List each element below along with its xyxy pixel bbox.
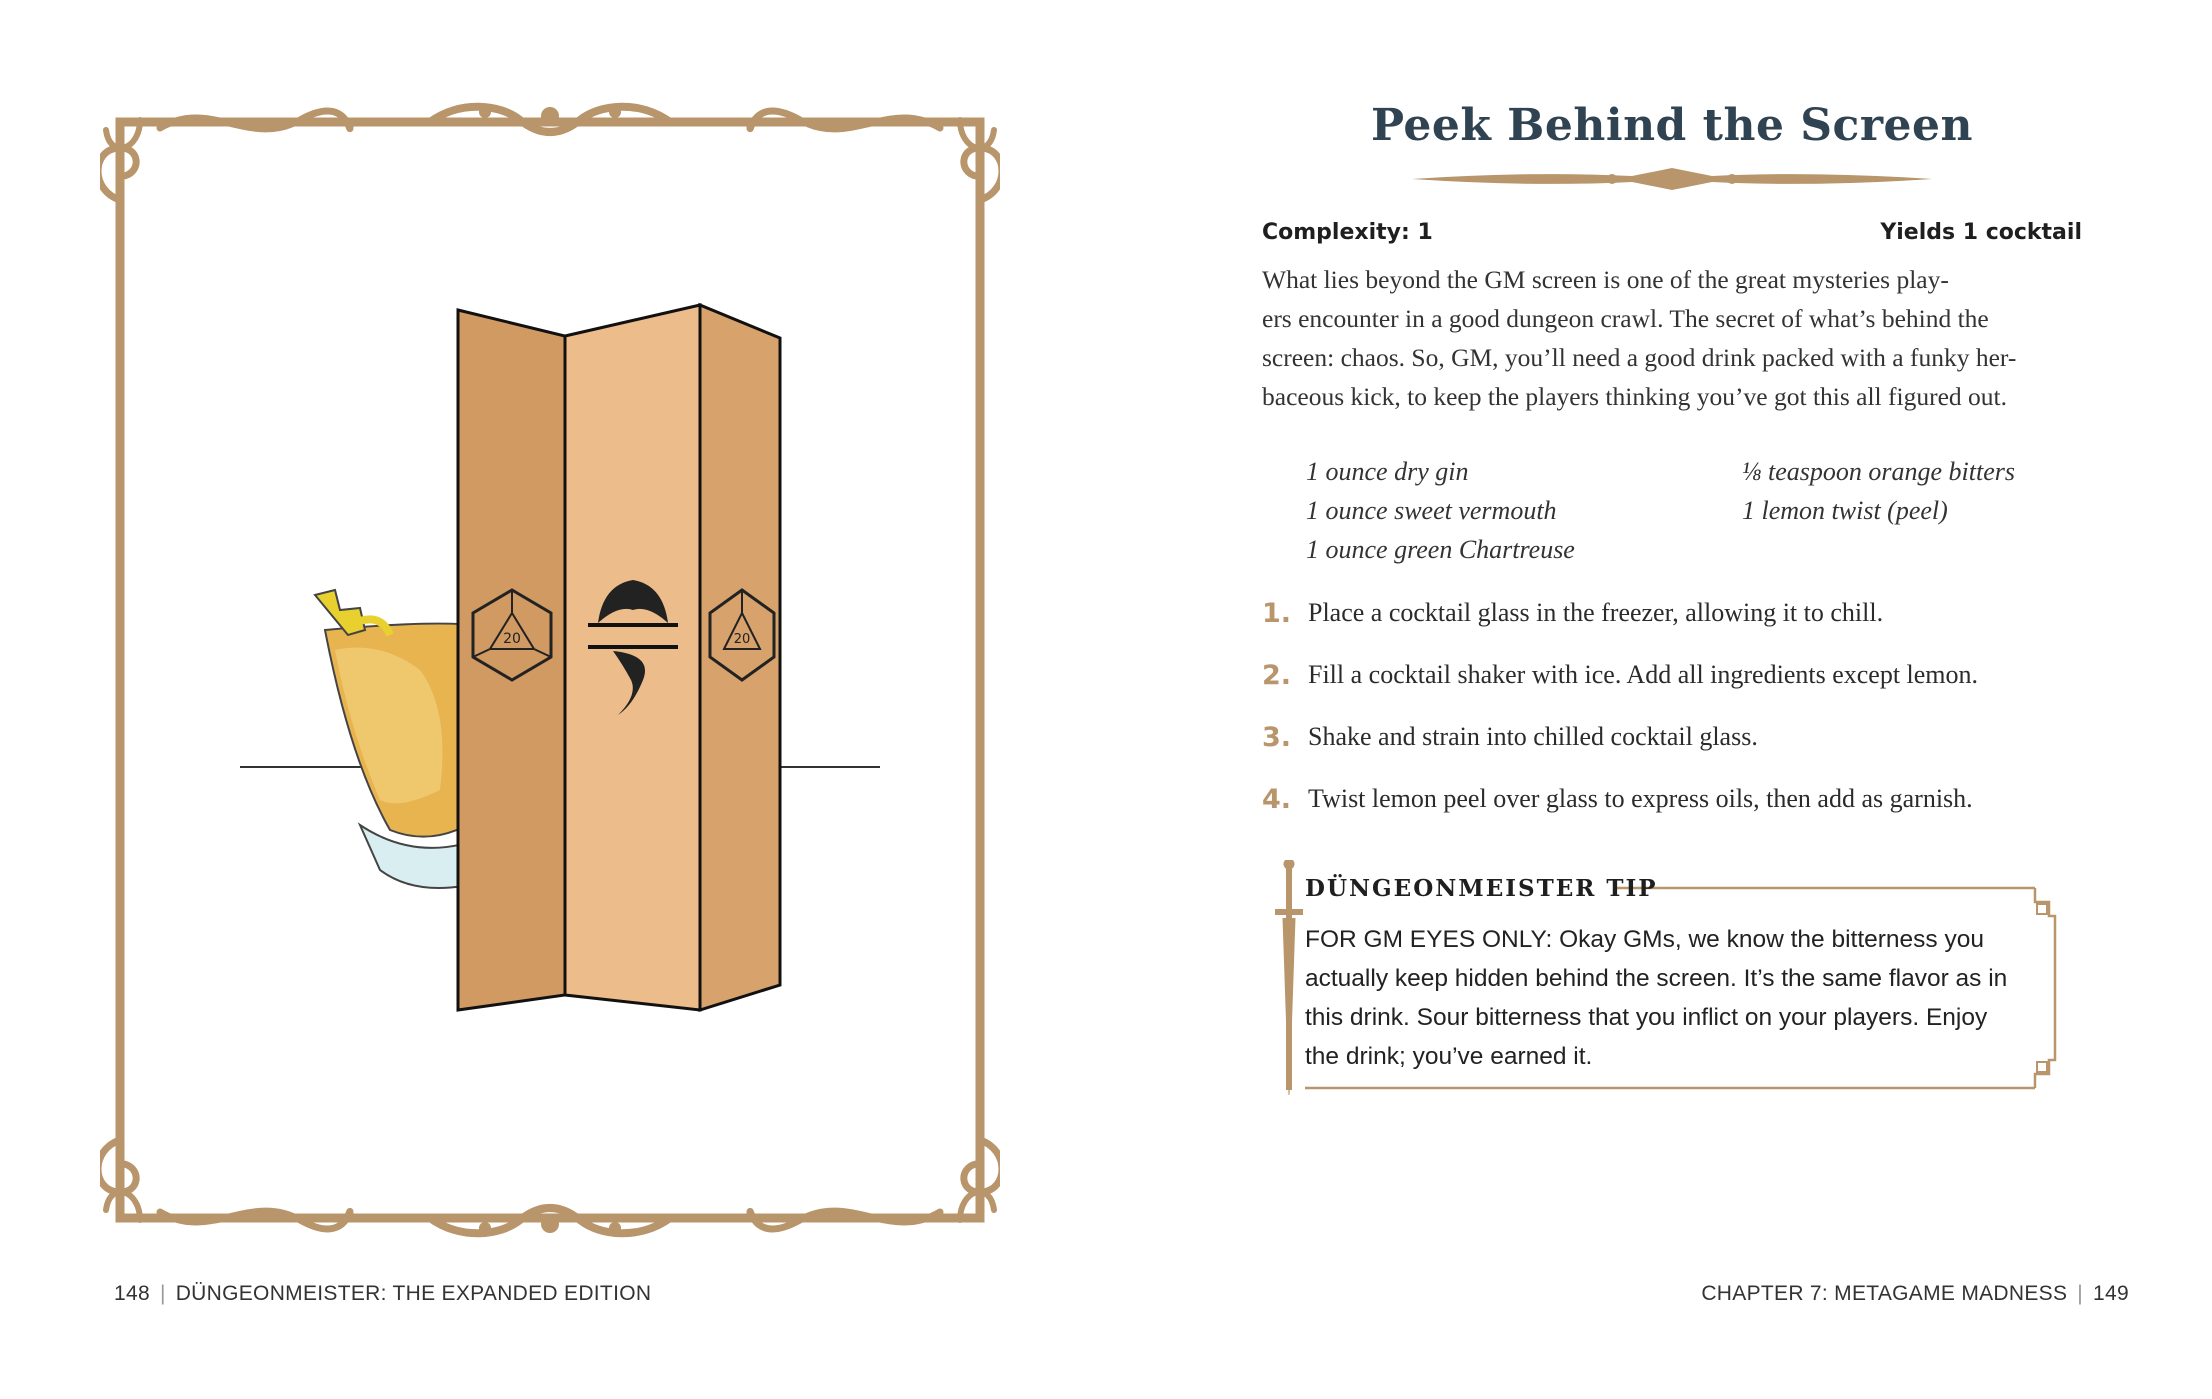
- ingredient-item: 1 ounce dry gin: [1306, 457, 1469, 486]
- intro-line: What lies beyond the GM screen is one of the great mysteries play-: [1262, 265, 1949, 294]
- recipe-title: Peek Behind the Screen: [1370, 100, 1973, 151]
- yields-label: Yields 1 cocktail: [1880, 220, 2082, 245]
- ingredient-item: ⅛ teaspoon orange bitters: [1742, 457, 2015, 486]
- chapter-title: CHAPTER 7: METAGAME MADNESS: [1701, 1282, 2068, 1305]
- complexity-label: Complexity: 1: [1262, 220, 1433, 245]
- footer-left: 148 | DÜNGEONMEISTER: THE EXPANDED EDITION: [114, 1282, 652, 1305]
- step-item: [1262, 722, 2102, 784]
- steps-list: [1262, 598, 2102, 846]
- sword-icon: [1275, 860, 1303, 1095]
- book-title: DÜNGEONMEISTER: THE EXPANDED EDITION: [175, 1282, 652, 1305]
- step-number: 1.: [1262, 598, 1292, 629]
- footer-right: CHAPTER 7: METAGAME MADNESS | 149: [1701, 1282, 2129, 1305]
- tip-line: actually keep hidden behind the screen. It’s the same flavor as in: [1305, 965, 2008, 992]
- tip-line: the drink; you’ve earned it.: [1305, 1043, 1593, 1070]
- intro-paragraph: [1262, 260, 2082, 416]
- ingredient-item: 1 ounce green Chartreuse: [1306, 535, 1575, 564]
- intro-line: screen: chaos. So, GM, you’ll need a good drink packed with a funky her-: [1262, 343, 2017, 372]
- step-number: 4.: [1262, 784, 1292, 815]
- intro-line: baceous kick, to keep the players thinking you’ve got this all figured out.: [1262, 382, 2007, 411]
- tip-text: [1305, 920, 2045, 1076]
- title-flourish: [1412, 165, 1932, 193]
- step-item: [1262, 598, 2102, 660]
- ingredient-item: 1 lemon twist (peel): [1742, 496, 1948, 525]
- ingredient-item: 1 ounce sweet vermouth: [1306, 496, 1557, 525]
- tip-line: this drink. Sour bitterness that you inflict on your players. Enjoy: [1305, 1004, 1988, 1031]
- step-text: Shake and strain into chilled cocktail glass.: [1308, 722, 1758, 751]
- svg-text:20: 20: [733, 632, 751, 647]
- step-text: Place a cocktail glass in the freezer, allowing it to chill.: [1308, 598, 1884, 627]
- page-number: 149: [2093, 1282, 2129, 1305]
- step-text: Twist lemon peel over glass to express oils, then add as garnish.: [1308, 784, 1973, 813]
- step-item: [1262, 660, 2102, 722]
- step-item: [1262, 784, 2102, 846]
- tip-heading: DÜNGEONMEISTER TIP: [1305, 875, 1658, 902]
- ingredients-list: [1742, 452, 2015, 530]
- intro-line: ers encounter in a good dungeon crawl. The secret of what’s behind the: [1262, 304, 1989, 333]
- ingredients-list: [1306, 452, 1575, 569]
- page-number: 148: [114, 1282, 150, 1305]
- gm-screen-cocktail-illustration: [240, 290, 880, 1020]
- step-text: Fill a cocktail shaker with ice. Add all ingredients except lemon.: [1308, 660, 1979, 689]
- step-number: 2.: [1262, 660, 1292, 691]
- svg-text:20: 20: [503, 631, 521, 647]
- step-number: 3.: [1262, 722, 1292, 753]
- tip-line: FOR GM EYES ONLY: Okay GMs, we know the bitterness you: [1305, 926, 1984, 953]
